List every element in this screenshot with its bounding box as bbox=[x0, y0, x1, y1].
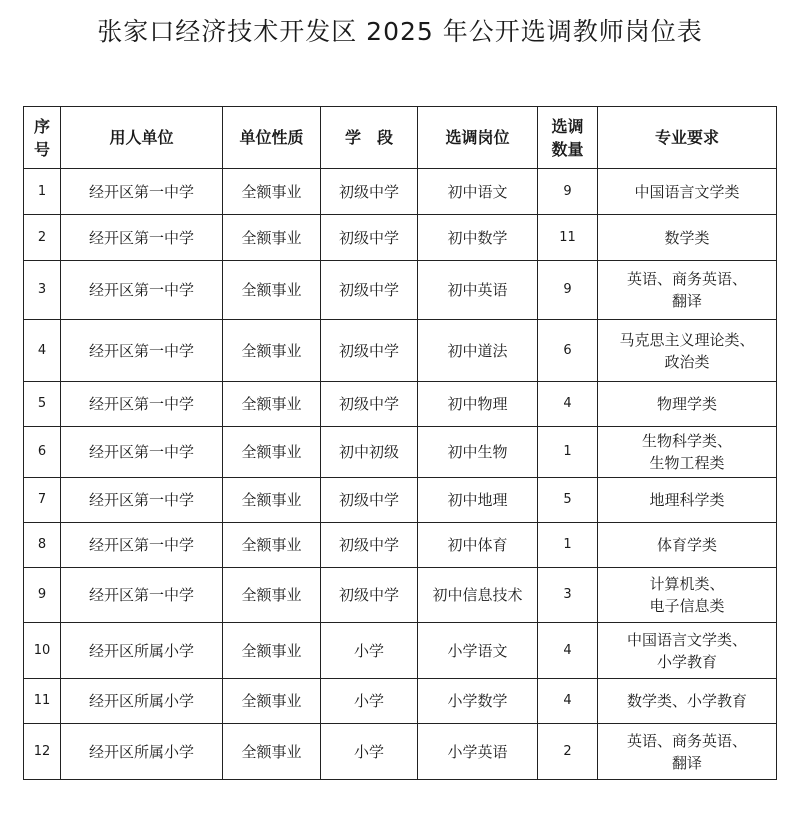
cell-count: 1 bbox=[538, 427, 598, 478]
cell-unit: 经开区第一中学 bbox=[61, 215, 223, 261]
cell-stage: 初级中学 bbox=[321, 523, 418, 568]
major-line: 生物工程类 bbox=[649, 454, 725, 472]
cell-seq: 1 bbox=[24, 169, 61, 215]
cell-post: 初中体育 bbox=[418, 523, 538, 568]
page-title: 张家口经济技术开发区 2025 年公开选调教师岗位表 bbox=[97, 17, 703, 46]
cell-unit: 经开区第一中学 bbox=[61, 169, 223, 215]
cell-post: 小学语文 bbox=[418, 623, 538, 679]
cell-stage: 初中初级 bbox=[321, 427, 418, 478]
cell-seq: 9 bbox=[24, 568, 61, 623]
table-row bbox=[24, 478, 777, 523]
cell-nature: 全额事业 bbox=[223, 523, 321, 568]
major-line: 翻译 bbox=[671, 292, 702, 310]
table-row bbox=[24, 679, 777, 724]
cell-major bbox=[598, 427, 777, 478]
cell-count: 4 bbox=[538, 623, 598, 679]
major-line: 体育学类 bbox=[656, 536, 717, 554]
major-line: 小学教育 bbox=[656, 652, 717, 671]
major-line: 中国语言文学类 bbox=[634, 182, 740, 201]
cell-major bbox=[598, 169, 777, 215]
header-nature: 单位性质 bbox=[223, 107, 321, 169]
cell-unit: 经开区所属小学 bbox=[61, 679, 223, 724]
major-line: 数学类 bbox=[664, 228, 710, 247]
major-line: 政治类 bbox=[664, 352, 710, 371]
cell-unit: 经开区第一中学 bbox=[61, 320, 223, 382]
cell-stage: 小学 bbox=[321, 623, 418, 679]
cell-major bbox=[598, 382, 777, 427]
cell-major bbox=[598, 568, 777, 623]
header-unit: 用人单位 bbox=[61, 107, 223, 169]
cell-seq: 6 bbox=[24, 427, 61, 478]
major-line: 马克思主义理论类、 bbox=[619, 330, 755, 349]
cell-nature: 全额事业 bbox=[223, 261, 321, 320]
cell-count: 1 bbox=[538, 523, 598, 568]
cell-count: 9 bbox=[538, 169, 598, 215]
cell-seq: 7 bbox=[24, 478, 61, 523]
cell-nature: 全额事业 bbox=[223, 320, 321, 382]
cell-post: 小学英语 bbox=[418, 724, 538, 780]
table-header-row bbox=[24, 107, 777, 169]
major-line: 中国语言文学类、 bbox=[626, 630, 747, 649]
cell-stage: 初级中学 bbox=[321, 320, 418, 382]
table-row bbox=[24, 623, 777, 679]
cell-nature: 全额事业 bbox=[223, 478, 321, 523]
cell-count: 9 bbox=[538, 261, 598, 320]
cell-post: 初中信息技术 bbox=[418, 568, 538, 623]
cell-nature: 全额事业 bbox=[223, 169, 321, 215]
cell-seq: 2 bbox=[24, 215, 61, 261]
cell-nature: 全额事业 bbox=[223, 427, 321, 478]
cell-major bbox=[598, 320, 777, 382]
cell-post: 小学数学 bbox=[418, 679, 538, 724]
cell-unit: 经开区第一中学 bbox=[61, 478, 223, 523]
cell-unit: 经开区第一中学 bbox=[61, 427, 223, 478]
cell-unit: 经开区第一中学 bbox=[61, 382, 223, 427]
table-row bbox=[24, 169, 777, 215]
table-row bbox=[24, 215, 777, 261]
cell-major bbox=[598, 724, 777, 780]
cell-unit: 经开区第一中学 bbox=[61, 568, 223, 623]
cell-unit: 经开区第一中学 bbox=[61, 261, 223, 320]
cell-count: 2 bbox=[538, 724, 598, 780]
cell-nature: 全额事业 bbox=[223, 623, 321, 679]
cell-nature: 全额事业 bbox=[223, 679, 321, 724]
major-line: 地理科学类 bbox=[649, 491, 725, 509]
cell-nature: 全额事业 bbox=[223, 382, 321, 427]
cell-seq: 5 bbox=[24, 382, 61, 427]
cell-seq: 12 bbox=[24, 724, 61, 780]
cell-major bbox=[598, 679, 777, 724]
cell-count: 5 bbox=[538, 478, 598, 523]
cell-post: 初中物理 bbox=[418, 382, 538, 427]
table-row bbox=[24, 320, 777, 382]
cell-post: 初中英语 bbox=[418, 261, 538, 320]
cell-post: 初中生物 bbox=[418, 427, 538, 478]
cell-stage: 初级中学 bbox=[321, 382, 418, 427]
cell-count: 11 bbox=[538, 215, 598, 261]
table-row bbox=[24, 427, 777, 478]
cell-post: 初中道法 bbox=[418, 320, 538, 382]
cell-count: 4 bbox=[538, 382, 598, 427]
cell-seq: 10 bbox=[24, 623, 61, 679]
cell-major bbox=[598, 523, 777, 568]
cell-seq: 8 bbox=[24, 523, 61, 568]
cell-seq: 3 bbox=[24, 261, 61, 320]
cell-post: 初中地理 bbox=[418, 478, 538, 523]
cell-nature: 全额事业 bbox=[223, 568, 321, 623]
cell-unit: 经开区所属小学 bbox=[61, 724, 223, 780]
header-post: 选调岗位 bbox=[418, 107, 538, 169]
cell-post: 初中语文 bbox=[418, 169, 538, 215]
cell-post: 初中数学 bbox=[418, 215, 538, 261]
cell-seq: 4 bbox=[24, 320, 61, 382]
cell-count: 6 bbox=[538, 320, 598, 382]
cell-major bbox=[598, 261, 777, 320]
major-line: 物理学类 bbox=[656, 395, 717, 413]
major-line: 英语、商务英语、 bbox=[626, 270, 747, 288]
cell-stage: 小学 bbox=[321, 724, 418, 780]
cell-major bbox=[598, 623, 777, 679]
major-line: 翻译 bbox=[671, 753, 702, 772]
table-row bbox=[24, 261, 777, 320]
cell-unit: 经开区第一中学 bbox=[61, 523, 223, 568]
header-major: 专业要求 bbox=[598, 107, 777, 169]
cell-count: 4 bbox=[538, 679, 598, 724]
table-row bbox=[24, 568, 777, 623]
major-line: 计算机类、 bbox=[649, 575, 725, 593]
cell-nature: 全额事业 bbox=[223, 215, 321, 261]
cell-stage: 初级中学 bbox=[321, 169, 418, 215]
cell-major bbox=[598, 215, 777, 261]
table-row bbox=[24, 724, 777, 780]
header-count: 选调 数量 bbox=[538, 107, 598, 169]
major-line: 电子信息类 bbox=[649, 597, 725, 615]
cell-count: 3 bbox=[538, 568, 598, 623]
header-seq: 序 号 bbox=[24, 107, 61, 169]
cell-stage: 小学 bbox=[321, 679, 418, 724]
cell-nature: 全额事业 bbox=[223, 724, 321, 780]
cell-unit: 经开区所属小学 bbox=[61, 623, 223, 679]
table-row bbox=[24, 523, 777, 568]
header-stage: 学 段 bbox=[321, 107, 418, 169]
cell-stage: 初级中学 bbox=[321, 478, 418, 523]
cell-seq: 11 bbox=[24, 679, 61, 724]
cell-major bbox=[598, 478, 777, 523]
table-row bbox=[24, 382, 777, 427]
cell-stage: 初级中学 bbox=[321, 261, 418, 320]
cell-stage: 初级中学 bbox=[321, 215, 418, 261]
cell-stage: 初级中学 bbox=[321, 568, 418, 623]
positions-table bbox=[23, 106, 777, 780]
major-line: 英语、商务英语、 bbox=[626, 731, 747, 750]
major-line: 数学类、小学教育 bbox=[626, 692, 747, 710]
major-line: 生物科学类、 bbox=[641, 432, 732, 450]
